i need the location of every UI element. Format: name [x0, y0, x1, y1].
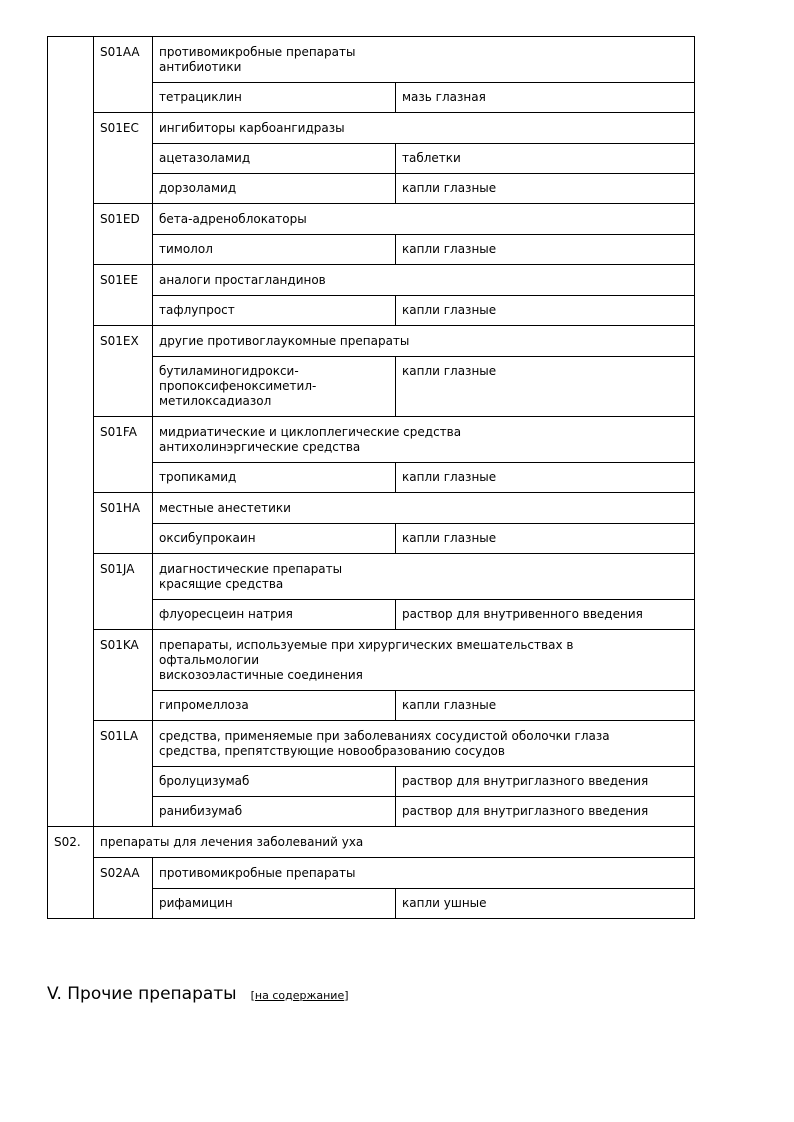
group-code-cell: S01HA [94, 493, 153, 554]
drug-name-cell: гипромеллоза [153, 691, 396, 721]
drug-name-cell: ацетазоламид [153, 144, 396, 174]
group-description-cell: противомикробные препараты антибиотики [153, 37, 695, 83]
table-row [48, 858, 695, 889]
group-description-cell: ингибиторы карбоангидразы [153, 113, 695, 144]
table-row [48, 417, 695, 463]
group-description-cell: аналоги простагландинов [153, 265, 695, 296]
group-code-cell: S01KA [94, 630, 153, 721]
group-code-cell: S01EX [94, 326, 153, 417]
drug-name-cell: тропикамид [153, 463, 396, 493]
table-row [48, 554, 695, 600]
drug-name-cell: тетрациклин [153, 83, 396, 113]
drug-name-cell: тафлупрост [153, 296, 396, 326]
toc-bracket-open: [ [250, 989, 255, 1002]
group-description-cell: препараты, используемые при хирургических вмешательствах в офтальмологии вискозоэластичные соединения [153, 630, 695, 691]
dosage-form-cell: капли глазные [396, 524, 695, 554]
dosage-form-cell: капли глазные [396, 174, 695, 204]
group-code-cell: S01EE [94, 265, 153, 326]
blank-outer-cell [48, 37, 94, 827]
toc-link-wrapper [251, 989, 349, 1002]
dosage-form-cell: капли ушные [396, 889, 695, 919]
table-row [48, 204, 695, 235]
dosage-form-cell: мазь глазная [396, 83, 695, 113]
toc-bracket-close: ] [344, 989, 349, 1002]
table-row [48, 827, 695, 858]
dosage-form-cell: капли глазные [396, 296, 695, 326]
dosage-form-cell: капли глазные [396, 357, 695, 417]
dosage-form-cell: раствор для внутривенного введения [396, 600, 695, 630]
drug-name-cell: флуоресцеин натрия [153, 600, 396, 630]
group-description-cell: мидриатические и циклоплегические средства антихолинэргические средства [153, 417, 695, 463]
table-row [48, 630, 695, 691]
drug-name-cell: тимолол [153, 235, 396, 265]
group-description-cell: другие противоглаукомные препараты [153, 326, 695, 357]
group-code-cell: S01EC [94, 113, 153, 204]
table-row [48, 721, 695, 767]
dosage-form-cell: раствор для внутриглазного введения [396, 797, 695, 827]
table-row [48, 265, 695, 296]
drug-name-cell: ранибизумаб [153, 797, 396, 827]
drug-name-cell: бутиламиногидрокси- пропоксифеноксиметил- метилоксадиазол [153, 357, 396, 417]
table-row [48, 113, 695, 144]
group-description-cell: средства, применяемые при заболеваниях сосудистой оболочки глаза средства, препятствующие новообразованию сосудов [153, 721, 695, 767]
section-title: V. Прочие препараты [47, 984, 237, 1004]
table-row [48, 37, 695, 83]
table-row [48, 493, 695, 524]
group-description-cell: противомикробные препараты [153, 858, 695, 889]
group-code-cell: S02AA [94, 858, 153, 919]
dosage-form-cell: капли глазные [396, 463, 695, 493]
group-description-cell: диагностические препараты красящие средства [153, 554, 695, 600]
top-description-cell: препараты для лечения заболеваний уха [94, 827, 695, 858]
drug-name-cell: дорзоламид [153, 174, 396, 204]
drug-name-cell: оксибупрокаин [153, 524, 396, 554]
group-code-cell: S01JA [94, 554, 153, 630]
section-heading [47, 983, 349, 1007]
group-code-cell: S01LA [94, 721, 153, 827]
dosage-form-cell: капли глазные [396, 235, 695, 265]
drug-name-cell: рифамицин [153, 889, 396, 919]
drug-name-cell: бролуцизумаб [153, 767, 396, 797]
group-description-cell: бета-адреноблокаторы [153, 204, 695, 235]
top-code-cell: S02. [48, 827, 94, 919]
table-row [48, 326, 695, 357]
dosage-form-cell: капли глазные [396, 691, 695, 721]
dosage-form-cell: раствор для внутриглазного введения [396, 767, 695, 797]
dosage-form-cell: таблетки [396, 144, 695, 174]
group-code-cell: S01ED [94, 204, 153, 265]
group-description-cell: местные анестетики [153, 493, 695, 524]
drug-classification-table [47, 36, 695, 919]
toc-link[interactable]: на содержание [254, 989, 345, 1002]
group-code-cell: S01AA [94, 37, 153, 113]
drug-table-body [48, 37, 695, 919]
group-code-cell: S01FA [94, 417, 153, 493]
